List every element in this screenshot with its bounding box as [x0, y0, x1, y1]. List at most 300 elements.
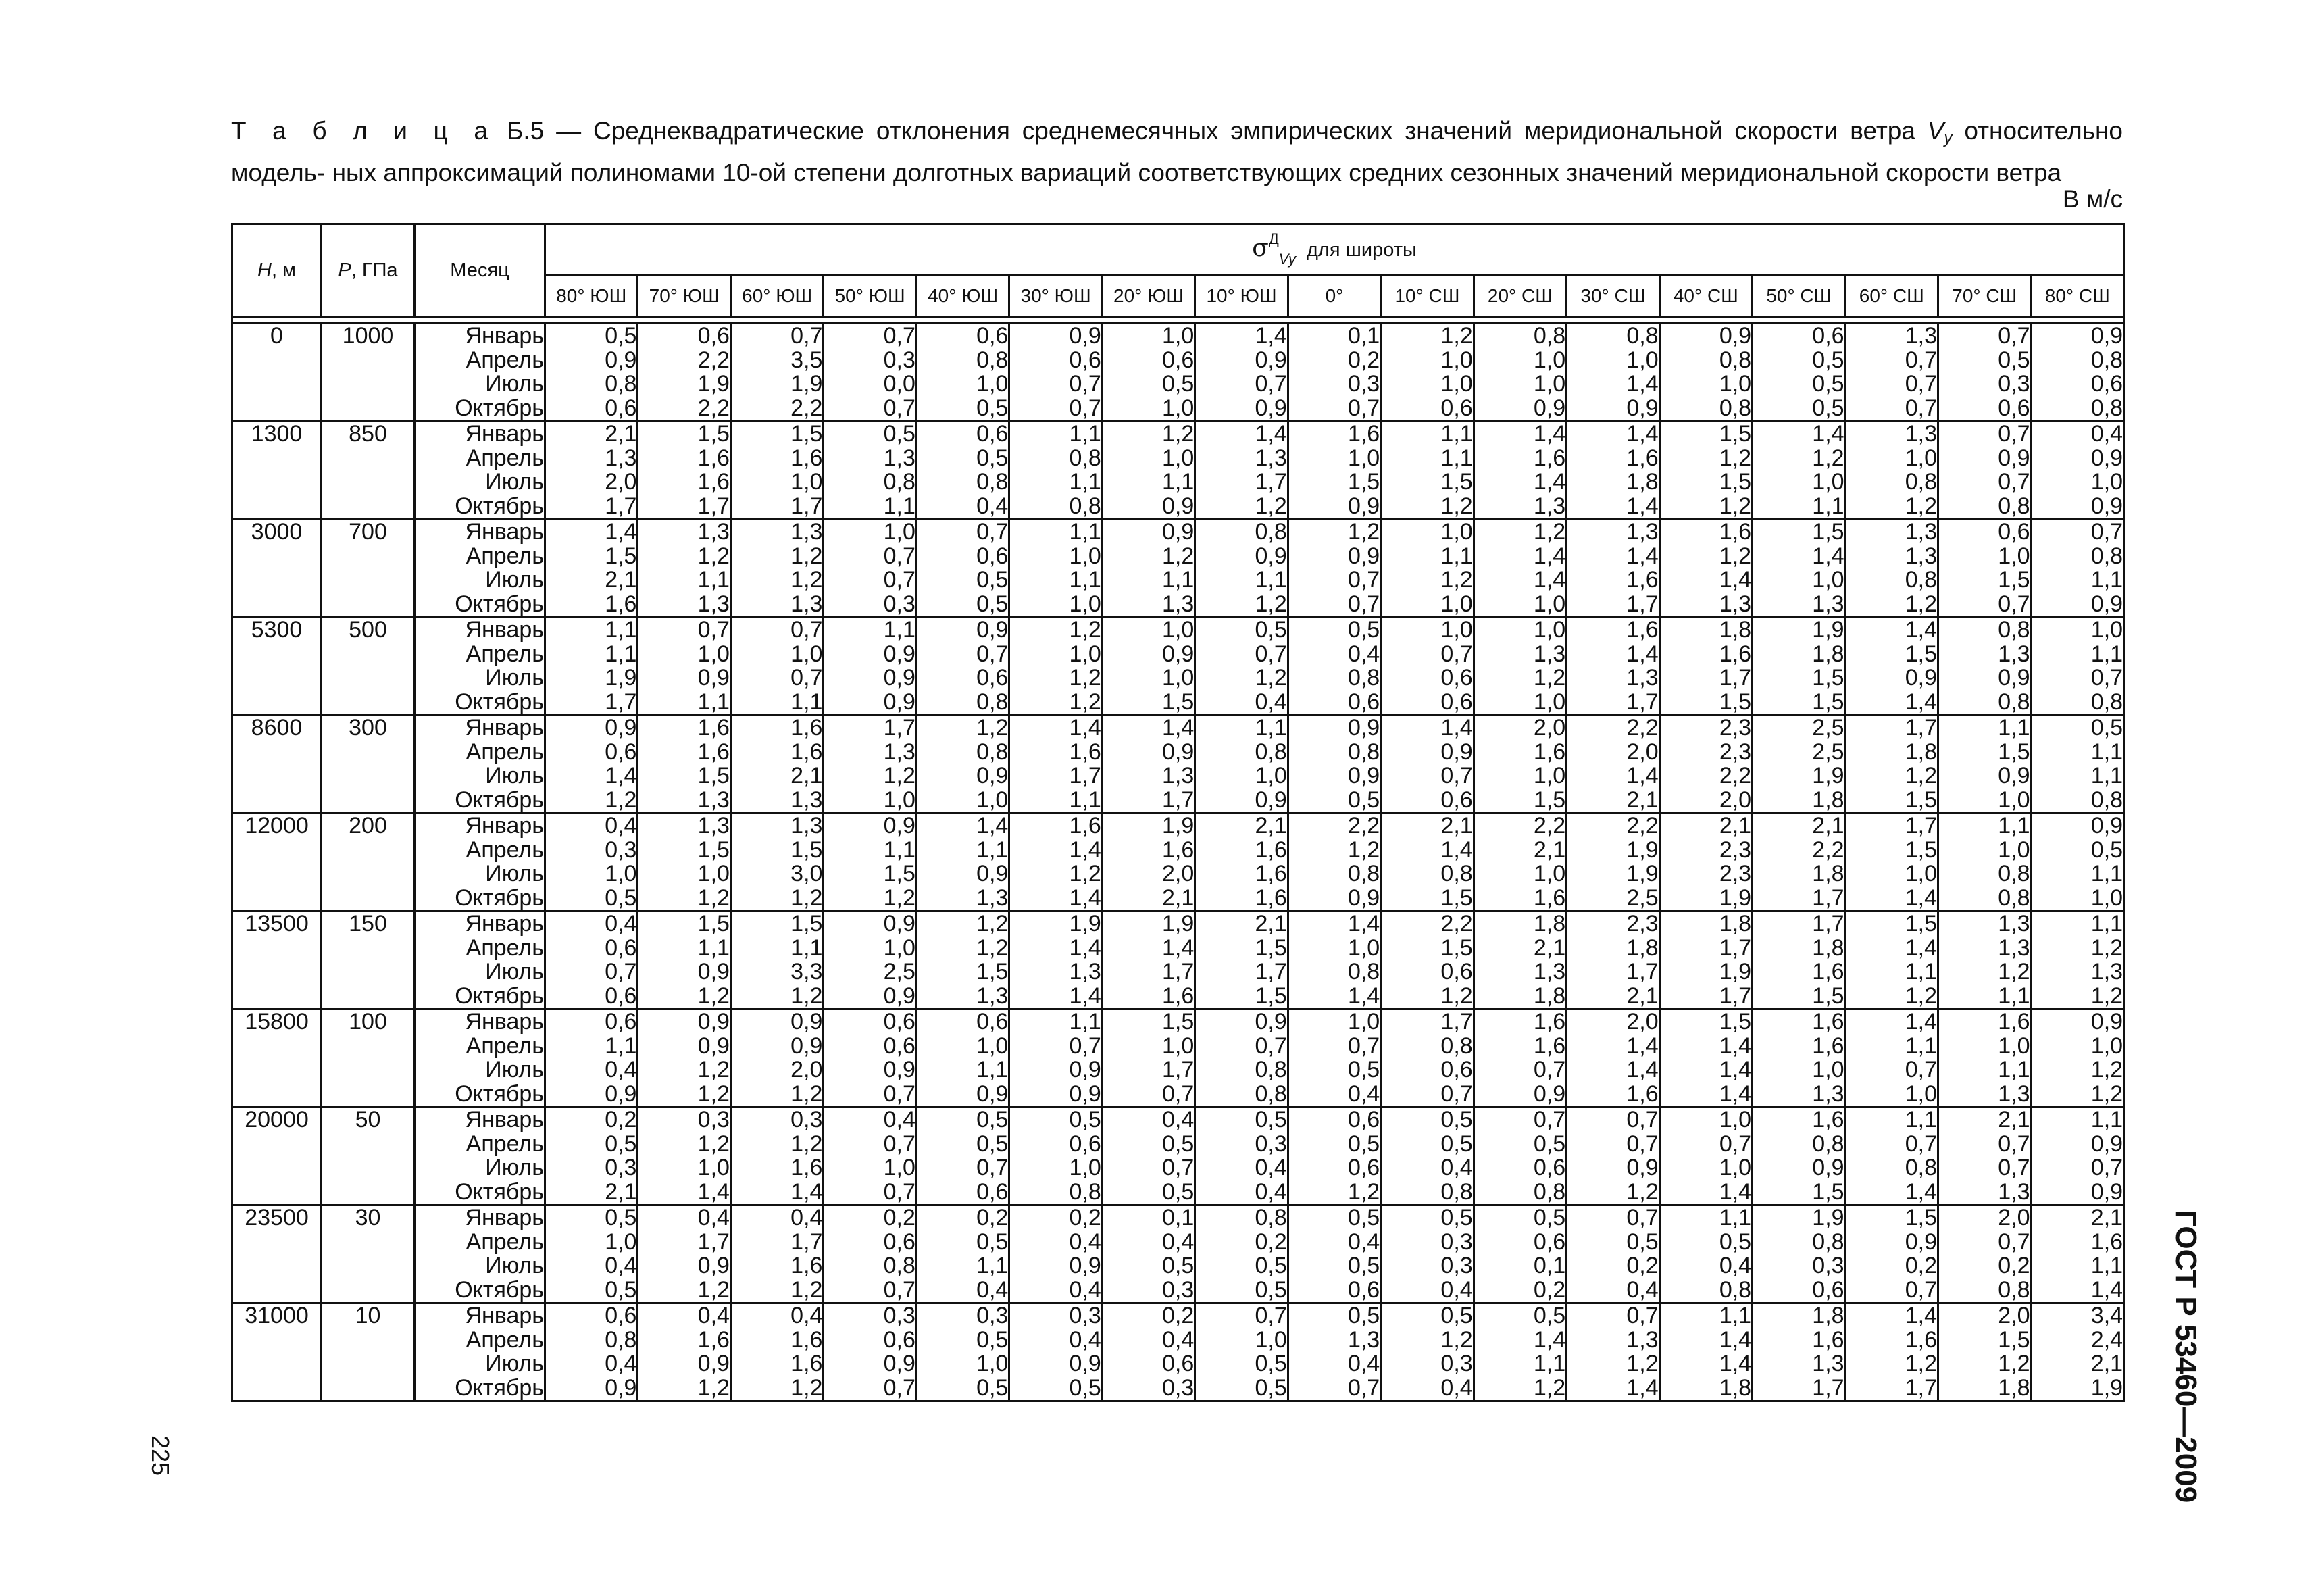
- value-cell: [1009, 1009, 1102, 1107]
- value: 1,7: [1255, 469, 1287, 495]
- value: 0,8: [605, 371, 637, 397]
- value: 1,2: [2090, 934, 2123, 961]
- table-row: [232, 716, 2124, 814]
- value: 0,8: [1440, 861, 1473, 887]
- value: 0,7: [1255, 1303, 1287, 1328]
- caption-var-sub: y: [1944, 129, 1953, 147]
- value: 1,7: [1162, 959, 1194, 984]
- value: 0,7: [883, 1374, 915, 1401]
- value: 2,1: [1812, 813, 1844, 839]
- month-label: Январь: [465, 421, 544, 447]
- value: 1,2: [1905, 982, 1938, 1009]
- value-cell: [2031, 1107, 2124, 1205]
- value-cell: [1474, 324, 1566, 422]
- value: 1,6: [1533, 739, 1566, 765]
- value: 1,7: [605, 493, 637, 519]
- value: 0,3: [1069, 1303, 1101, 1328]
- value: 0,7: [605, 959, 637, 984]
- value: 0,9: [883, 982, 915, 1009]
- value: 0,7: [1905, 347, 1938, 373]
- value: 1,9: [2090, 1374, 2123, 1401]
- value: 1,6: [790, 445, 823, 471]
- value: 1,4: [1905, 689, 1938, 715]
- value: 1,3: [883, 445, 915, 471]
- value: 0,9: [2090, 445, 2123, 471]
- value: 1,1: [1440, 445, 1473, 471]
- value: 2,1: [1719, 813, 1752, 839]
- value-cell: [1938, 324, 2031, 422]
- value: 1,3: [697, 813, 730, 839]
- value: 1,2: [790, 1130, 823, 1157]
- value: 0,7: [883, 323, 915, 349]
- value: 1,0: [976, 371, 1009, 397]
- value: 0,5: [1347, 1130, 1380, 1157]
- value: 1,1: [2090, 567, 2123, 593]
- value: 1,7: [1440, 1009, 1473, 1034]
- table-row: [232, 618, 2124, 716]
- value: 1,0: [1069, 1155, 1101, 1180]
- value-cell: [1288, 1107, 1380, 1205]
- month-label: Июль: [485, 567, 544, 593]
- value: 0,7: [790, 617, 823, 643]
- value-cell: [1381, 1107, 1474, 1205]
- value: 1,9: [1626, 837, 1659, 863]
- value: 1,5: [1255, 982, 1287, 1009]
- value: 0,7: [2090, 665, 2123, 691]
- value: 0,9: [1255, 787, 1287, 813]
- value: 1,4: [605, 763, 637, 789]
- value: 0,7: [1626, 1205, 1659, 1230]
- value: 0,5: [1998, 347, 2030, 373]
- value: 1,3: [1533, 641, 1566, 667]
- value: 0,6: [605, 1009, 637, 1034]
- value: 0,5: [605, 1130, 637, 1157]
- value: 1,2: [1533, 1374, 1566, 1401]
- value-cell: [730, 1009, 823, 1107]
- value: 1,6: [1162, 982, 1194, 1009]
- value: 2,0: [1162, 861, 1194, 887]
- value: 1,8: [1998, 1374, 2030, 1401]
- latitude-header: 40° ЮШ: [916, 275, 1009, 318]
- value: 1,1: [976, 1057, 1009, 1082]
- value: 0,2: [1998, 1253, 2030, 1278]
- value: 1,8: [1719, 911, 1752, 937]
- value: 2,2: [1626, 715, 1659, 741]
- pressure-cell: 500: [322, 618, 415, 716]
- value: 1,0: [1533, 371, 1566, 397]
- value: 1,4: [1719, 1326, 1752, 1353]
- value: 0,7: [883, 395, 915, 421]
- value: 1,8: [1719, 617, 1752, 643]
- value-cell: [1938, 520, 2031, 618]
- value-cell: [1195, 814, 1288, 912]
- value: 1,0: [1162, 617, 1194, 643]
- value: 0,2: [976, 1205, 1009, 1230]
- value: 0,5: [1440, 1303, 1473, 1328]
- value: 1,2: [1069, 617, 1101, 643]
- value: 0,9: [2090, 813, 2123, 839]
- value: 1,5: [1162, 689, 1194, 715]
- value: 0,7: [883, 567, 915, 593]
- pressure-cell: 850: [322, 422, 415, 520]
- value: 1,0: [1440, 519, 1473, 545]
- value-cell: [824, 912, 916, 1009]
- month-label: Апрель: [466, 837, 544, 863]
- value: 0,9: [697, 1009, 730, 1034]
- value: 1,2: [1719, 445, 1752, 471]
- value-cell: [1009, 1107, 1102, 1205]
- value: 0,9: [1162, 641, 1194, 667]
- table-body: [232, 324, 2124, 1401]
- value-cell: [545, 520, 638, 618]
- value: 1,3: [1812, 1351, 1844, 1376]
- value: 1,6: [1533, 884, 1566, 911]
- value: 1,0: [976, 787, 1009, 813]
- value-cell: [1659, 422, 1752, 520]
- value: 1,5: [1905, 787, 1938, 813]
- value: 0,7: [1998, 1228, 2030, 1255]
- value-cell: [1009, 912, 1102, 1009]
- value-cell: [1938, 814, 2031, 912]
- value: 1,0: [1719, 1155, 1752, 1180]
- value: 1,9: [1812, 1205, 1844, 1230]
- latitude-header: 30° СШ: [1567, 275, 1659, 318]
- value: 2,2: [1533, 813, 1566, 839]
- value: 0,3: [1440, 1253, 1473, 1278]
- value: 0,9: [605, 1080, 637, 1107]
- value-cell: [1381, 1205, 1474, 1303]
- table-row: [232, 912, 2124, 1009]
- value: 0,6: [883, 1326, 915, 1353]
- value: 0,2: [1905, 1253, 1938, 1278]
- value: 0,7: [1998, 1130, 2030, 1157]
- value-cell: [638, 520, 730, 618]
- value: 2,0: [1626, 739, 1659, 765]
- value: 1,5: [1905, 641, 1938, 667]
- value: 0,5: [1347, 1205, 1380, 1230]
- value: 1,4: [1626, 641, 1659, 667]
- value: 0,8: [2090, 689, 2123, 715]
- value-cell: [545, 422, 638, 520]
- value: 0,9: [1069, 1080, 1101, 1107]
- value: 1,3: [1533, 493, 1566, 519]
- value: 1,7: [1719, 665, 1752, 691]
- value: 1,3: [1905, 543, 1938, 569]
- value: 0,5: [976, 1326, 1009, 1353]
- value: 1,0: [883, 934, 915, 961]
- value-cell: [730, 1303, 823, 1401]
- value-cell: [730, 1205, 823, 1303]
- value: 1,0: [1533, 763, 1566, 789]
- value: 1,3: [1255, 445, 1287, 471]
- value: 1,2: [1255, 493, 1287, 519]
- value: 0,6: [1347, 689, 1380, 715]
- value: 1,3: [697, 519, 730, 545]
- value: 1,4: [1626, 371, 1659, 397]
- value: 0,7: [883, 1276, 915, 1303]
- value: 1,0: [976, 1032, 1009, 1059]
- value: 1,9: [1719, 959, 1752, 984]
- value-cell: [1753, 618, 1845, 716]
- value-cell: [1288, 422, 1380, 520]
- value: 1,0: [1812, 1057, 1844, 1082]
- value: 0,6: [1069, 1130, 1101, 1157]
- value: 1,0: [697, 1155, 730, 1180]
- value-cell: [1845, 814, 1938, 912]
- value-cell: [1195, 422, 1288, 520]
- value: 1,1: [1533, 1351, 1566, 1376]
- value: 2,5: [883, 959, 915, 984]
- value: 1,5: [1533, 787, 1566, 813]
- value: 1,2: [697, 1057, 730, 1082]
- value: 0,1: [1347, 323, 1380, 349]
- month-label: Апрель: [466, 1326, 544, 1353]
- height-cell: 20000: [232, 1107, 322, 1205]
- value: 0,9: [883, 665, 915, 691]
- caption-var: V: [1927, 117, 1944, 145]
- value: 0,6: [1440, 1057, 1473, 1082]
- value: 1,4: [1533, 421, 1566, 447]
- value-cell: [1845, 1205, 1938, 1303]
- value: 1,8: [1533, 982, 1566, 1009]
- value: 0,7: [1069, 1032, 1101, 1059]
- value: 1,6: [790, 1326, 823, 1353]
- table-row: [232, 1009, 2124, 1107]
- value: 0,8: [1719, 395, 1752, 421]
- value: 2,3: [1719, 715, 1752, 741]
- month-cell: [415, 422, 545, 520]
- month-label: Октябрь: [455, 884, 544, 911]
- value: 1,3: [1998, 911, 2030, 937]
- value-cell: [1938, 1107, 2031, 1205]
- value: 0,8: [1255, 1080, 1287, 1107]
- value: 0,4: [1719, 1253, 1752, 1278]
- value: 1,0: [1347, 934, 1380, 961]
- table-row: [232, 422, 2124, 520]
- value: 2,4: [2090, 1326, 2123, 1353]
- value: 1,1: [605, 617, 637, 643]
- value: 0,4: [1440, 1155, 1473, 1180]
- header-pressure: P, ГПа: [322, 224, 415, 318]
- value: 1,2: [1440, 982, 1473, 1009]
- value: 0,5: [976, 1130, 1009, 1157]
- value: 0,4: [1255, 689, 1287, 715]
- value-cell: [1195, 1107, 1288, 1205]
- value: 0,8: [976, 469, 1009, 495]
- value: 1,3: [1812, 1080, 1844, 1107]
- value: 1,2: [697, 884, 730, 911]
- value-cell: [1288, 520, 1380, 618]
- value: 1,0: [1998, 787, 2030, 813]
- value: 0,5: [1440, 1205, 1473, 1230]
- value: 1,2: [1069, 689, 1101, 715]
- month-label: Январь: [465, 323, 544, 349]
- value: 1,6: [605, 591, 637, 617]
- value-cell: [1288, 716, 1380, 814]
- value: 0,7: [883, 1178, 915, 1205]
- value: 1,0: [1162, 323, 1194, 349]
- value: 0,5: [976, 1107, 1009, 1132]
- value-cell: [1659, 618, 1752, 716]
- value: 0,6: [1069, 347, 1101, 373]
- value-cell: [1102, 912, 1194, 1009]
- value-cell: [545, 324, 638, 422]
- value-cell: [545, 1303, 638, 1401]
- value: 1,5: [1812, 689, 1844, 715]
- value-cell: [824, 1107, 916, 1205]
- value-cell: [1845, 618, 1938, 716]
- value: 0,4: [976, 493, 1009, 519]
- value: 0,5: [1347, 787, 1380, 813]
- value: 1,6: [1812, 1326, 1844, 1353]
- value: 0,4: [605, 1351, 637, 1376]
- value: 0,3: [1812, 1253, 1844, 1278]
- height-cell: 5300: [232, 618, 322, 716]
- value: 0,5: [1255, 1374, 1287, 1401]
- value: 0,9: [605, 715, 637, 741]
- value: 0,6: [1812, 1276, 1844, 1303]
- month-label: Апрель: [466, 934, 544, 961]
- value: 1,1: [1440, 421, 1473, 447]
- value: 0,8: [1440, 1178, 1473, 1205]
- value: 1,0: [1440, 347, 1473, 373]
- pressure-cell: 30: [322, 1205, 415, 1303]
- value: 1,9: [1719, 884, 1752, 911]
- value-cell: [2031, 912, 2124, 1009]
- value: 0,6: [1347, 1155, 1380, 1180]
- value-cell: [1381, 324, 1474, 422]
- value: 1,5: [697, 763, 730, 789]
- month-label: Январь: [465, 1009, 544, 1034]
- value: 0,8: [1347, 739, 1380, 765]
- value: 1,4: [1905, 1178, 1938, 1205]
- value: 1,4: [1533, 543, 1566, 569]
- value-cell: [545, 618, 638, 716]
- month-label: Апрель: [466, 1228, 544, 1255]
- value: 0,5: [976, 591, 1009, 617]
- value: 1,7: [1905, 1374, 1938, 1401]
- value: 0,9: [1347, 763, 1380, 789]
- value: 1,7: [1626, 959, 1659, 984]
- value: 0,5: [605, 323, 637, 349]
- value: 1,6: [1719, 519, 1752, 545]
- value: 1,1: [605, 641, 637, 667]
- value: 0,8: [883, 1253, 915, 1278]
- value-cell: [1659, 520, 1752, 618]
- value-cell: [1009, 1205, 1102, 1303]
- value-cell: [1102, 1303, 1194, 1401]
- value: 0,6: [976, 1178, 1009, 1205]
- value: 1,7: [697, 1228, 730, 1255]
- height-cell: 13500: [232, 912, 322, 1009]
- value: 0,7: [1347, 395, 1380, 421]
- value: 1,2: [1069, 665, 1101, 691]
- value-cell: [1288, 1009, 1380, 1107]
- value: 0,8: [1255, 519, 1287, 545]
- month-cell: [415, 618, 545, 716]
- value: 1,0: [1812, 567, 1844, 593]
- value: 0,3: [1347, 371, 1380, 397]
- value: 1,1: [1998, 1057, 2030, 1082]
- value: 0,4: [2090, 421, 2123, 447]
- value: 0,9: [883, 641, 915, 667]
- value: 1,3: [1162, 763, 1194, 789]
- value: 1,1: [1162, 469, 1194, 495]
- value: 0,9: [1626, 1155, 1659, 1180]
- value-cell: [1567, 618, 1659, 716]
- month-label: Январь: [465, 1303, 544, 1328]
- value: 1,5: [1998, 1326, 2030, 1353]
- value-cell: [638, 422, 730, 520]
- value: 1,2: [790, 1374, 823, 1401]
- month-label: Октябрь: [455, 493, 544, 519]
- value-cell: [2031, 520, 2124, 618]
- value: 1,0: [1162, 445, 1194, 471]
- value: 0,6: [697, 323, 730, 349]
- table-row: [232, 1205, 2124, 1303]
- value: 1,2: [790, 982, 823, 1009]
- latitude-header: 60° СШ: [1845, 275, 1938, 318]
- value: 0,9: [697, 1032, 730, 1059]
- month-cell: [415, 324, 545, 422]
- value: 1,2: [1626, 1351, 1659, 1376]
- value: 1,0: [1998, 1032, 2030, 1059]
- value-cell: [1567, 1205, 1659, 1303]
- latitude-header: 50° СШ: [1753, 275, 1845, 318]
- value-cell: [730, 422, 823, 520]
- value: 0,8: [1347, 665, 1380, 691]
- value: 1,0: [1255, 1326, 1287, 1353]
- value-cell: [824, 1009, 916, 1107]
- value: 0,1: [1533, 1253, 1566, 1278]
- value: 0,4: [1069, 1276, 1101, 1303]
- value: 0,5: [1626, 1228, 1659, 1255]
- value: 1,6: [1998, 1009, 2030, 1034]
- value: 0,6: [976, 421, 1009, 447]
- value-cell: [638, 814, 730, 912]
- value-cell: [1102, 324, 1194, 422]
- value: 1,0: [1162, 1032, 1194, 1059]
- value: 0,6: [1533, 1155, 1566, 1180]
- value: 0,3: [976, 1303, 1009, 1328]
- value: 0,9: [1347, 884, 1380, 911]
- value: 0,9: [976, 861, 1009, 887]
- value: 0,7: [1905, 395, 1938, 421]
- month-label: Январь: [465, 813, 544, 839]
- value: 0,5: [976, 567, 1009, 593]
- value: 0,9: [790, 1032, 823, 1059]
- value: 2,1: [1626, 787, 1659, 813]
- value: 1,5: [1812, 1178, 1844, 1205]
- value-cell: [1381, 1303, 1474, 1401]
- latitude-header: 80° СШ: [2031, 275, 2124, 318]
- value: 1,2: [1255, 591, 1287, 617]
- value: 1,1: [883, 837, 915, 863]
- value: 0,5: [1347, 1057, 1380, 1082]
- value: 1,6: [790, 739, 823, 765]
- value: 1,1: [1905, 1107, 1938, 1132]
- value: 0,4: [1347, 1080, 1380, 1107]
- value-cell: [1753, 324, 1845, 422]
- value: 0,3: [697, 1107, 730, 1132]
- value: 0,7: [1347, 1032, 1380, 1059]
- value-cell: [824, 1303, 916, 1401]
- value: 0,9: [883, 911, 915, 937]
- value-cell: [1102, 1009, 1194, 1107]
- value-cell: [2031, 814, 2124, 912]
- value: 0,7: [1255, 641, 1287, 667]
- value: 0,5: [1812, 395, 1844, 421]
